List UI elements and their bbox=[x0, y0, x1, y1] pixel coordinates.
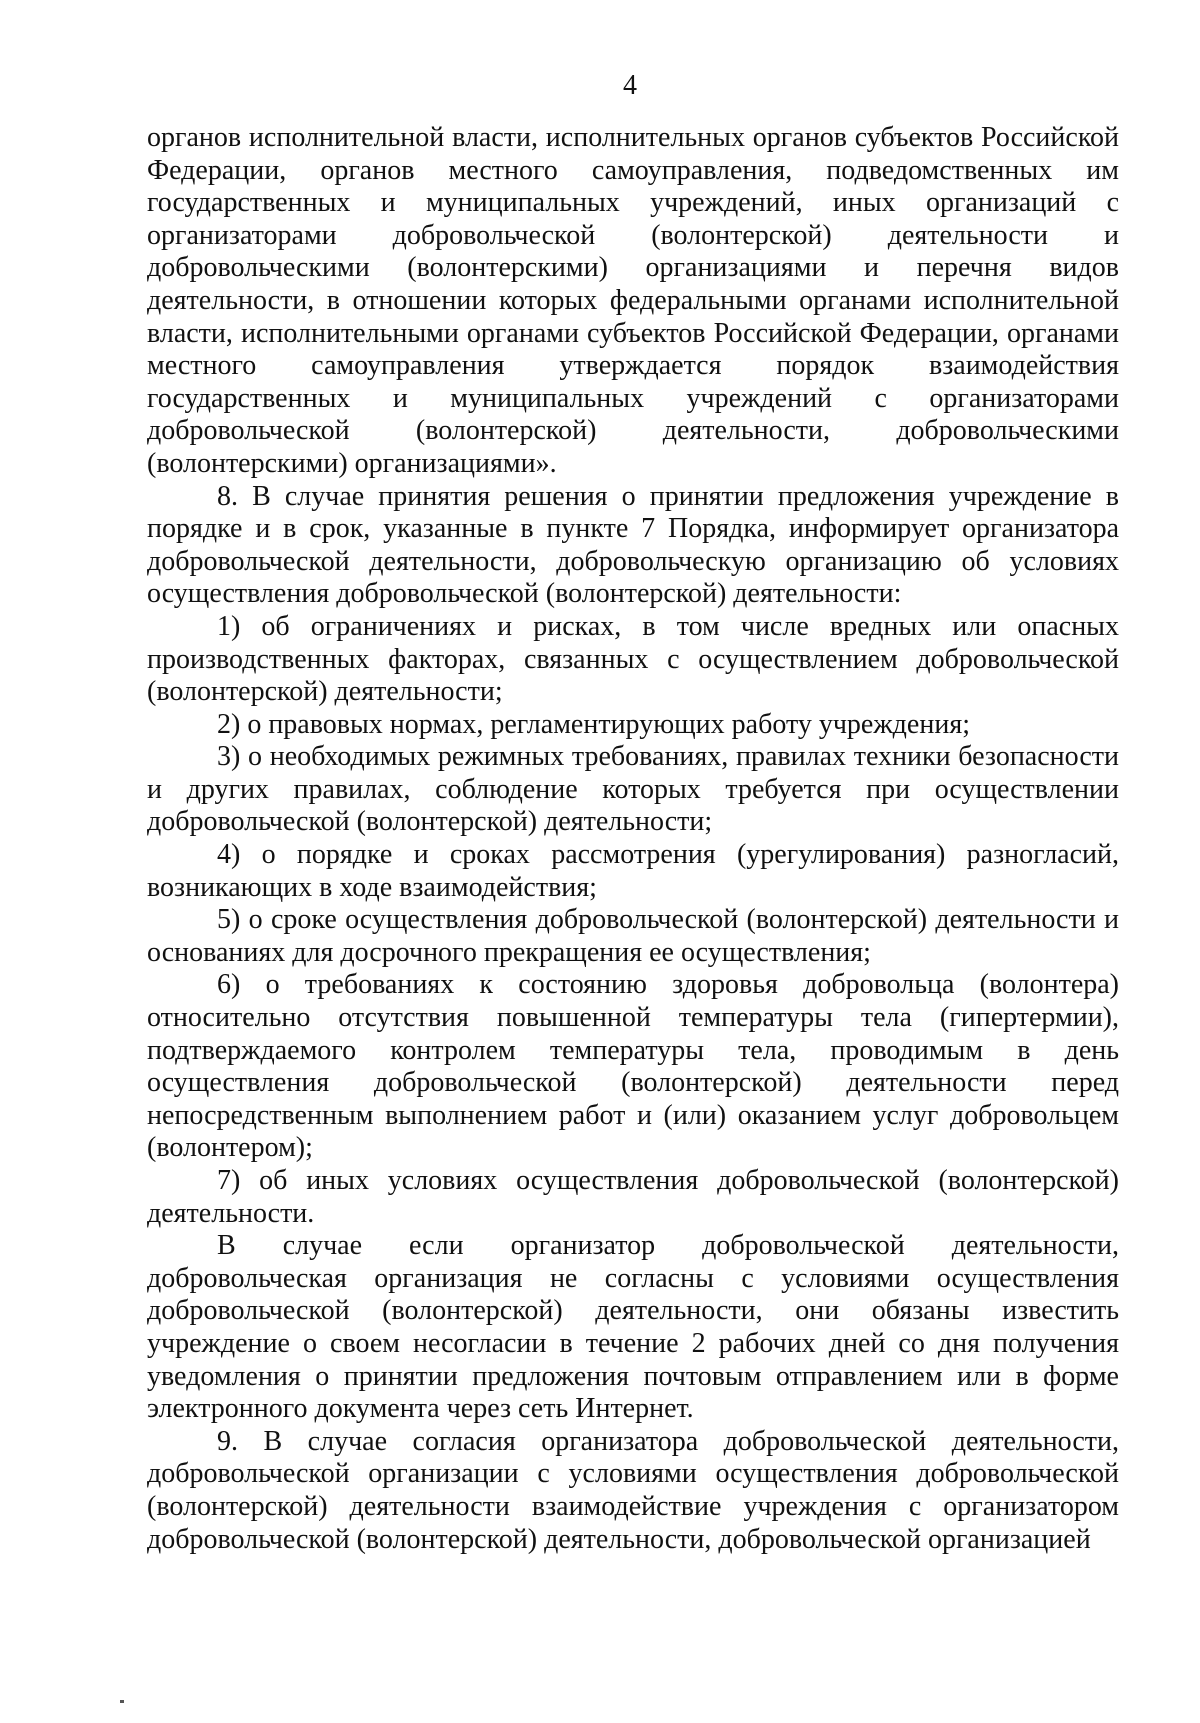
paragraph-subitem-3: 3) о необходимых режимных требованиях, правилах техники безопасности и других правилах, соблюдение которых требуется при осуществлении добровольческой (волонтерской) деятельности; bbox=[147, 741, 1119, 838]
paragraph-subitem-6: 6) о требованиях к состоянию здоровья добровольца (волонтера) относительно отсутствия повышенной температуры тела (гипертермии), подтверждаемого контролем температуры тела, проводимым в день осуществления добровольческой (волонтерской) деятельности перед непосредственным выполнением работ и (или) оказанием услуг добровольцем (волонтером); bbox=[147, 969, 1119, 1164]
paragraph-disagreement: В случае если организатор добровольческой деятельности, добровольческая организация не согласны с условиями осуществления добровольческой (волонтерской) деятельности, они обязаны известить учреждение о своем несогласии в течение 2 рабочих дней со дня получения уведомления о принятии предложения почтовым отправлением или в форме электронного документа через сеть Интернет. bbox=[147, 1230, 1119, 1425]
paragraph-item-8: 8. В случае принятия решения о принятии предложения учреждение в порядке и в срок, указанные в пункте 7 Порядка, информирует организатора добровольческой деятельности, добровольческую организацию об условиях осуществления добровольческой (волонтерской) деятельности: bbox=[147, 480, 1119, 610]
scan-mark bbox=[120, 1700, 124, 1703]
paragraph-subitem-5: 5) о сроке осуществления добровольческой (волонтерской) деятельности и основаниях для досрочного прекращения ее осуществления; bbox=[147, 904, 1119, 968]
paragraph-subitem-4: 4) о порядке и сроках рассмотрения (урегулирования) разногласий, возникающих в ходе взаимодействия; bbox=[147, 839, 1119, 903]
document-body bbox=[147, 122, 1119, 1556]
paragraph-subitem-7: 7) об иных условиях осуществления добровольческой (волонтерской) деятельности. bbox=[147, 1165, 1119, 1229]
page-number: 4 bbox=[623, 70, 637, 101]
paragraph-item-9: 9. В случае согласия организатора добровольческой деятельности, добровольческой организации с условиями осуществления добровольческой (волонтерской) деятельности взаимодействие учреждения с организатором добровольческой (волонтерской) деятельности, добровольческой организацией bbox=[147, 1425, 1119, 1555]
paragraph-continuation: органов исполнительной власти, исполнительных органов субъектов Российской Федерации, органов местного самоуправления, подведомственных им государственных и муниципальных учреждений, иных организаций с организаторами добровольческой (волонтерской) деятельности и добровольческими (волонтерскими) организациями и перечня видов деятельности, в отношении которых федеральными органами исполнительной власти, исполнительными органами субъектов Российской Федерации, органами местного самоуправления утверждается порядок взаимодействия государственных и муниципальных учреждений с организаторами добровольческой (волонтерской) деятельности, добровольческими (волонтерскими) организациями». bbox=[147, 122, 1119, 479]
paragraph-subitem-1: 1) об ограничениях и рисках, в том числе вредных или опасных производственных факторах, связанных с осуществлением добровольческой (волонтерской) деятельности; bbox=[147, 610, 1119, 708]
paragraph-subitem-2: 2) о правовых нормах, регламентирующих работу учреждения; bbox=[217, 708, 970, 740]
